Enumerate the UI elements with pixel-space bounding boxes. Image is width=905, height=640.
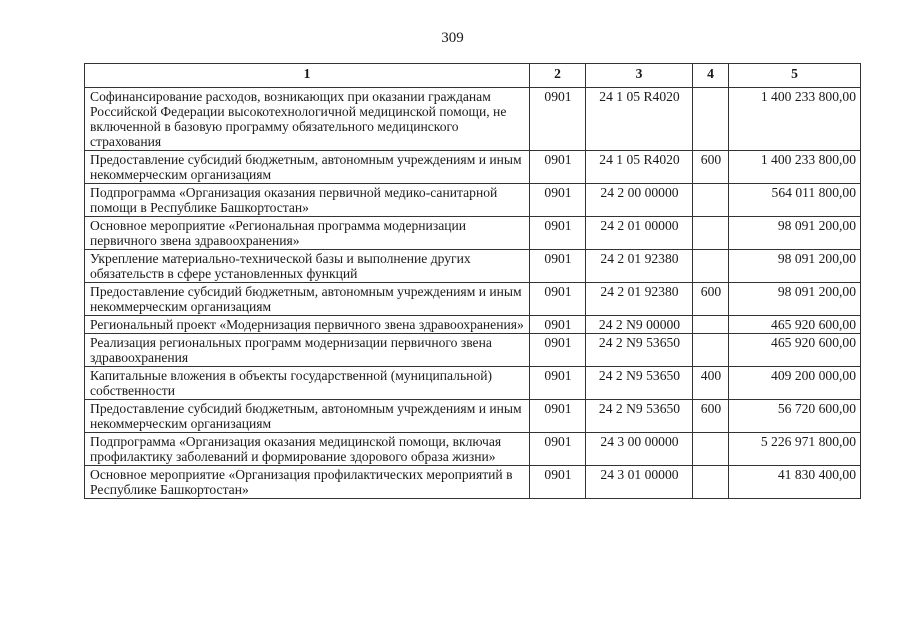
row-name: Основное мероприятие «Региональная программа модернизации первичного звена здравоохранения» bbox=[85, 217, 530, 250]
row-name: Предоставление субсидий бюджетным, автономным учреждениям и иным некоммерческим организациям bbox=[85, 283, 530, 316]
table-row bbox=[85, 250, 861, 283]
row-expense-type: 400 bbox=[693, 367, 729, 400]
row-target: 24 1 05 R4020 bbox=[586, 88, 693, 151]
header-col-5: 5 bbox=[729, 64, 861, 88]
row-name: Предоставление субсидий бюджетным, автономным учреждениям и иным некоммерческим организациям bbox=[85, 151, 530, 184]
table-row bbox=[85, 334, 861, 367]
table-row bbox=[85, 433, 861, 466]
header-col-2: 2 bbox=[530, 64, 586, 88]
header-col-1: 1 bbox=[85, 64, 530, 88]
row-section: 0901 bbox=[530, 367, 586, 400]
row-name: Подпрограмма «Организация оказания медицинской помощи, включая профилактику заболеваний и формирование здорового образа жизни» bbox=[85, 433, 530, 466]
row-expense-type bbox=[693, 88, 729, 151]
row-target: 24 3 00 00000 bbox=[586, 433, 693, 466]
table-row bbox=[85, 316, 861, 334]
row-amount: 41 830 400,00 bbox=[729, 466, 861, 499]
row-target: 24 2 01 00000 bbox=[586, 217, 693, 250]
row-name: Подпрограмма «Организация оказания первичной медико-санитарной помощи в Республике Башкортостан» bbox=[85, 184, 530, 217]
row-expense-type: 600 bbox=[693, 400, 729, 433]
table-row bbox=[85, 184, 861, 217]
row-section: 0901 bbox=[530, 316, 586, 334]
table-row bbox=[85, 400, 861, 433]
row-amount: 465 920 600,00 bbox=[729, 334, 861, 367]
row-section: 0901 bbox=[530, 250, 586, 283]
row-amount: 98 091 200,00 bbox=[729, 217, 861, 250]
row-expense-type bbox=[693, 217, 729, 250]
row-amount: 409 200 000,00 bbox=[729, 367, 861, 400]
row-target: 24 2 01 92380 bbox=[586, 283, 693, 316]
row-name: Реализация региональных программ модернизации первичного звена здравоохранения bbox=[85, 334, 530, 367]
row-target: 24 2 N9 53650 bbox=[586, 400, 693, 433]
row-amount: 1 400 233 800,00 bbox=[729, 151, 861, 184]
row-amount: 98 091 200,00 bbox=[729, 283, 861, 316]
table-row bbox=[85, 283, 861, 316]
row-expense-type: 600 bbox=[693, 151, 729, 184]
row-amount: 98 091 200,00 bbox=[729, 250, 861, 283]
row-section: 0901 bbox=[530, 433, 586, 466]
row-target: 24 3 01 00000 bbox=[586, 466, 693, 499]
header-col-4: 4 bbox=[693, 64, 729, 88]
table-row bbox=[85, 367, 861, 400]
row-target: 24 2 00 00000 bbox=[586, 184, 693, 217]
row-amount: 564 011 800,00 bbox=[729, 184, 861, 217]
row-name: Софинансирование расходов, возникающих при оказании гражданам Российской Федерации высокотехнологичной медицинской помощи, не включенной в базовую программу обязательного медицинского страхования bbox=[85, 88, 530, 151]
row-amount: 465 920 600,00 bbox=[729, 316, 861, 334]
row-target: 24 2 N9 53650 bbox=[586, 334, 693, 367]
row-target: 24 2 N9 00000 bbox=[586, 316, 693, 334]
row-section: 0901 bbox=[530, 334, 586, 367]
row-section: 0901 bbox=[530, 88, 586, 151]
row-name: Укрепление материально-технической базы и выполнение других обязательств в сфере установленных функций bbox=[85, 250, 530, 283]
row-expense-type: 600 bbox=[693, 283, 729, 316]
row-section: 0901 bbox=[530, 400, 586, 433]
row-expense-type bbox=[693, 466, 729, 499]
table-row bbox=[85, 88, 861, 151]
row-amount: 1 400 233 800,00 bbox=[729, 88, 861, 151]
row-section: 0901 bbox=[530, 466, 586, 499]
row-target: 24 1 05 R4020 bbox=[586, 151, 693, 184]
row-expense-type bbox=[693, 316, 729, 334]
row-section: 0901 bbox=[530, 151, 586, 184]
table-row bbox=[85, 217, 861, 250]
row-expense-type bbox=[693, 334, 729, 367]
table-row bbox=[85, 151, 861, 184]
row-name: Основное мероприятие «Организация профилактических мероприятий в Республике Башкортостан» bbox=[85, 466, 530, 499]
page-number: 309 bbox=[441, 30, 464, 46]
row-expense-type bbox=[693, 184, 729, 217]
row-name: Капитальные вложения в объекты государственной (муниципальной) собственности bbox=[85, 367, 530, 400]
row-target: 24 2 N9 53650 bbox=[586, 367, 693, 400]
header-col-3: 3 bbox=[586, 64, 693, 88]
row-expense-type bbox=[693, 250, 729, 283]
row-target: 24 2 01 92380 bbox=[586, 250, 693, 283]
table-header-row bbox=[85, 64, 861, 88]
row-section: 0901 bbox=[530, 184, 586, 217]
row-amount: 5 226 971 800,00 bbox=[729, 433, 861, 466]
row-expense-type bbox=[693, 433, 729, 466]
row-section: 0901 bbox=[530, 283, 586, 316]
table-row bbox=[85, 466, 861, 499]
row-amount: 56 720 600,00 bbox=[729, 400, 861, 433]
row-name: Предоставление субсидий бюджетным, автономным учреждениям и иным некоммерческим организациям bbox=[85, 400, 530, 433]
row-section: 0901 bbox=[530, 217, 586, 250]
budget-table bbox=[84, 63, 861, 499]
row-name: Региональный проект «Модернизация первичного звена здравоохранения» bbox=[85, 316, 530, 334]
